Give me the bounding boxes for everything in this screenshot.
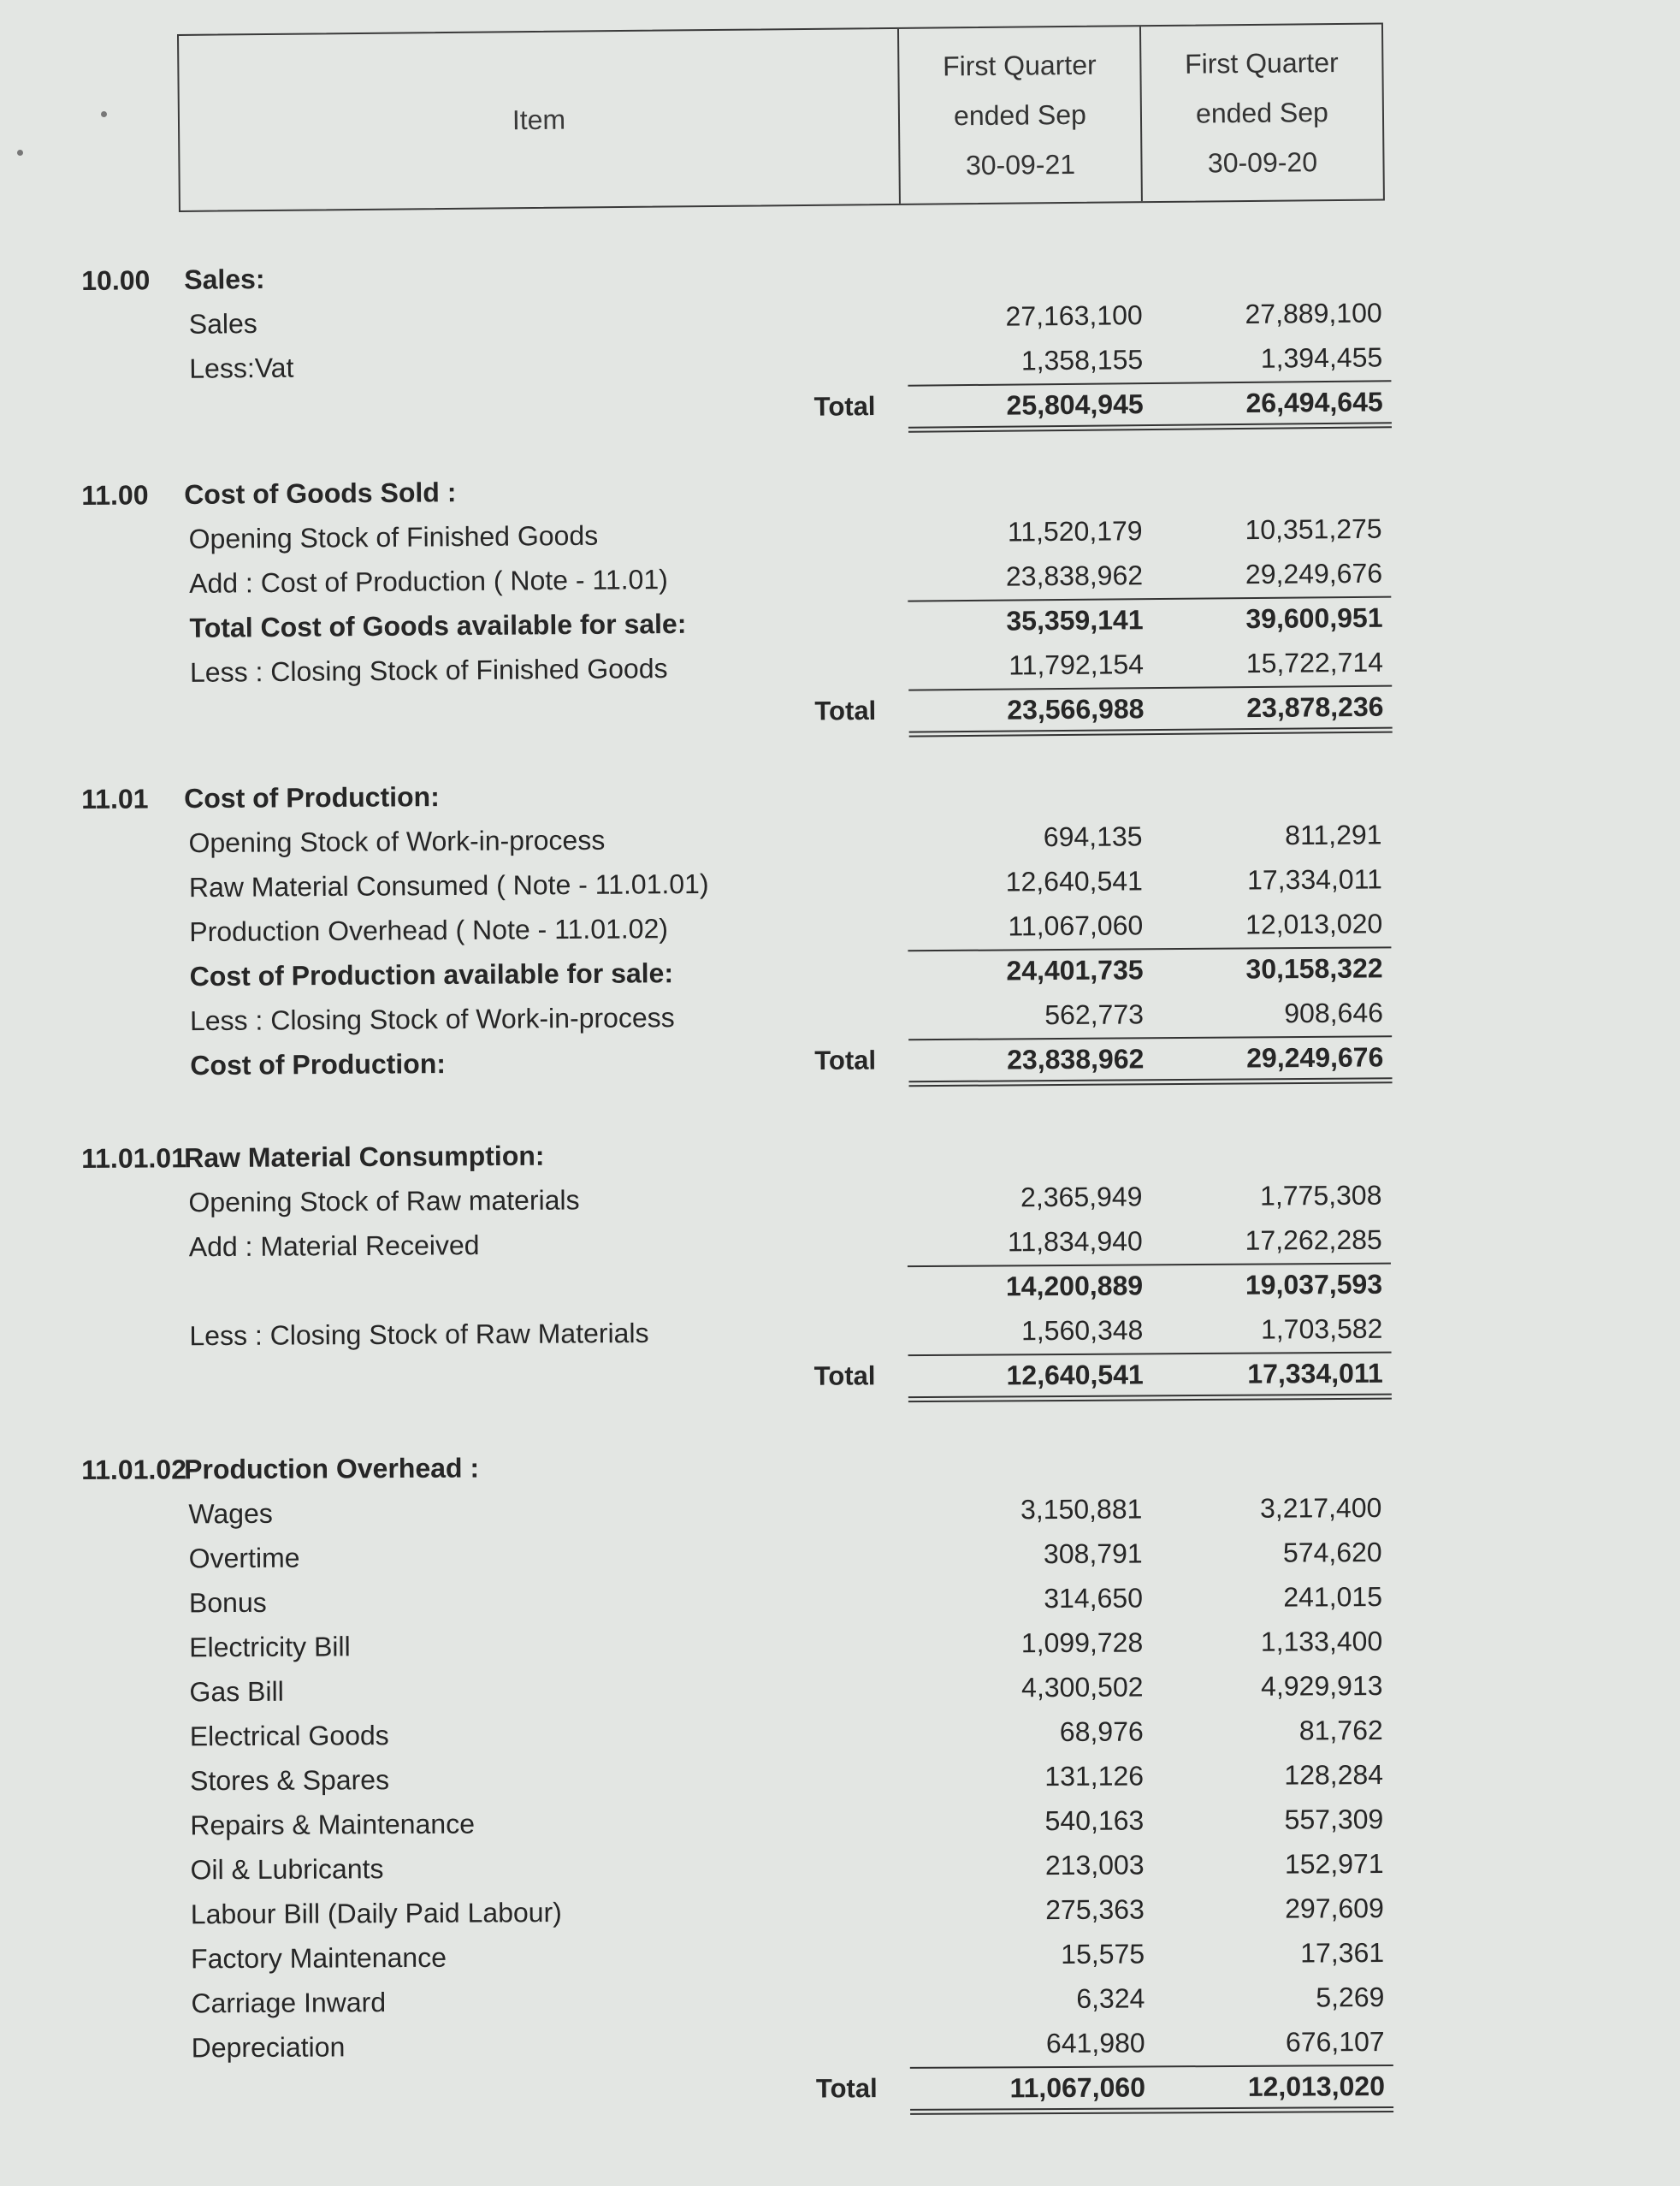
note-section bbox=[81, 461, 1410, 740]
value-2020: 29,249,676 bbox=[1246, 1040, 1384, 1073]
row-label: Cost of Production: bbox=[190, 1047, 447, 1081]
value-2020: 908,646 bbox=[1284, 996, 1384, 1028]
row-label: Overtime bbox=[188, 1542, 300, 1573]
value-2021: 14,200,889 bbox=[1005, 1269, 1144, 1301]
value-2021: 11,792,154 bbox=[1009, 648, 1145, 681]
section-number: 11.01 bbox=[81, 782, 149, 815]
row-label: Less:Vat bbox=[189, 352, 294, 384]
total-label: Total bbox=[813, 391, 876, 422]
row-label: Production Overhead ( Note - 11.01.02) bbox=[189, 912, 669, 947]
value-2020: 27,889,100 bbox=[1245, 296, 1382, 329]
value-2021: 12,640,541 bbox=[1005, 864, 1143, 897]
value-2020: 81,762 bbox=[1298, 1714, 1383, 1746]
row-label: Less : Closing Stock of Work-in-process bbox=[189, 1001, 675, 1036]
value-2021: 11,067,060 bbox=[1008, 909, 1144, 941]
value-2021: 1,099,728 bbox=[1020, 1626, 1144, 1658]
section-number: 10.00 bbox=[81, 264, 151, 296]
row-label: Opening Stock of Work-in-process bbox=[188, 824, 606, 858]
value-2021: 11,520,179 bbox=[1007, 514, 1143, 548]
row-label: Depreciation bbox=[191, 2030, 346, 2063]
row-label: Stores & Spares bbox=[189, 1763, 390, 1796]
value-2020: 574,620 bbox=[1282, 1536, 1382, 1568]
section-number: 11.01.02 bbox=[81, 1453, 187, 1485]
value-2020: 39,600,951 bbox=[1245, 601, 1383, 634]
value-2020: 1,703,582 bbox=[1260, 1312, 1383, 1345]
value-2020: 811,291 bbox=[1285, 818, 1382, 850]
value-2021: 25,804,945 bbox=[1006, 388, 1144, 421]
value-2020: 152,971 bbox=[1284, 1847, 1384, 1880]
value-2021: 6,324 bbox=[1076, 1982, 1145, 2014]
value-2020: 26,494,645 bbox=[1245, 385, 1383, 418]
value-2021: 15,575 bbox=[1061, 1937, 1145, 1970]
value-2020: 1,394,455 bbox=[1260, 341, 1383, 374]
line-item-row bbox=[82, 1574, 1408, 1626]
value-2020: 17,361 bbox=[1300, 1936, 1385, 1969]
line-item-row bbox=[81, 1485, 1407, 1537]
value-2021: 35,359,141 bbox=[1006, 603, 1144, 637]
speck-mark bbox=[17, 150, 23, 156]
total-label: Total bbox=[814, 1045, 877, 1076]
value-2021: 275,363 bbox=[1045, 1893, 1145, 1925]
section-title: Production Overhead : bbox=[184, 1452, 480, 1484]
value-2020: 15,722,714 bbox=[1245, 646, 1384, 678]
value-2020: 557,309 bbox=[1284, 1803, 1384, 1835]
row-label: Electrical Goods bbox=[189, 1719, 389, 1751]
section-title: Sales: bbox=[184, 263, 265, 295]
item-column-header: Item bbox=[179, 29, 901, 210]
value-2020: 3,217,400 bbox=[1259, 1491, 1382, 1524]
row-label: Less : Closing Stock of Finished Goods bbox=[189, 652, 668, 688]
line-item-row bbox=[82, 1619, 1408, 1670]
row-label: Raw Material Consumed ( Note - 11.01.01) bbox=[188, 868, 709, 903]
value-2021: 23,838,962 bbox=[1007, 1042, 1145, 1075]
row-label bbox=[85, 2089, 812, 2093]
value-2021: 694,135 bbox=[1043, 820, 1143, 852]
value-2020: 676,107 bbox=[1285, 2025, 1385, 2058]
row-label: Total Cost of Goods available for sale: bbox=[189, 607, 687, 643]
note-section bbox=[81, 1129, 1409, 1403]
value-2020: 1,133,400 bbox=[1260, 1625, 1383, 1657]
value-2021: 11,834,940 bbox=[1007, 1224, 1143, 1257]
speck-mark bbox=[101, 111, 107, 117]
row-label: Opening Stock of Finished Goods bbox=[188, 519, 599, 554]
value-2021: 27,163,100 bbox=[1005, 299, 1143, 332]
line-item-row bbox=[83, 1797, 1409, 1848]
line-item-row bbox=[85, 2019, 1411, 2070]
value-2020: 19,037,593 bbox=[1245, 1268, 1383, 1300]
value-2021: 308,791 bbox=[1043, 1537, 1143, 1569]
value-2020: 4,929,913 bbox=[1261, 1669, 1383, 1702]
value-2020: 128,284 bbox=[1284, 1758, 1384, 1791]
value-2021: 4,300,502 bbox=[1021, 1671, 1144, 1703]
section-heading bbox=[81, 1441, 1407, 1492]
row-label: Factory Maintenance bbox=[191, 1941, 447, 1974]
row-label: Labour Bill (Daily Paid Labour) bbox=[190, 1896, 562, 1929]
row-label bbox=[82, 1288, 809, 1292]
value-2021: 540,163 bbox=[1044, 1804, 1145, 1836]
total-label: Total bbox=[815, 2073, 878, 2104]
value-2021: 23,566,988 bbox=[1007, 692, 1145, 726]
line-item-row bbox=[82, 1262, 1408, 1314]
value-2020: 23,878,236 bbox=[1246, 690, 1384, 723]
value-2021: 314,650 bbox=[1044, 1582, 1144, 1614]
row-label: Cost of Production available for sale: bbox=[189, 957, 674, 992]
row-label: Add : Material Received bbox=[188, 1229, 480, 1262]
line-item-row bbox=[81, 1173, 1407, 1225]
row-label: Less : Closing Stock of Raw Materials bbox=[189, 1317, 649, 1351]
value-2021: 24,401,735 bbox=[1006, 953, 1144, 986]
value-2020: 10,351,275 bbox=[1245, 512, 1382, 545]
value-2021: 562,773 bbox=[1044, 998, 1145, 1030]
line-item-row bbox=[84, 1930, 1410, 1982]
line-item-row bbox=[82, 1306, 1408, 1359]
row-label bbox=[83, 407, 810, 414]
value-2021: 23,838,962 bbox=[1005, 559, 1144, 592]
quarter-2020-header: First Quarter ended Sep 30-09-20 bbox=[1139, 24, 1383, 201]
line-item-row bbox=[82, 1663, 1408, 1715]
line-item-row bbox=[83, 1841, 1409, 1893]
section-title: Cost of Production: bbox=[184, 780, 440, 814]
row-label: Wages bbox=[188, 1497, 273, 1529]
value-2020: 1,775,308 bbox=[1259, 1179, 1382, 1211]
value-2021: 68,976 bbox=[1059, 1715, 1144, 1747]
line-item-row bbox=[84, 1886, 1410, 1937]
value-2021: 1,358,155 bbox=[1020, 343, 1144, 376]
row-label: Gas Bill bbox=[189, 1675, 284, 1707]
total-label: Total bbox=[814, 695, 877, 726]
quarter-2021-header: First Quarter ended Sep 30-09-21 bbox=[942, 49, 1097, 181]
line-item-row bbox=[84, 1975, 1410, 2026]
note-section bbox=[81, 1441, 1411, 2115]
value-2021: 213,003 bbox=[1044, 1849, 1145, 1881]
row-label bbox=[83, 1377, 810, 1381]
row-label bbox=[83, 712, 810, 718]
value-2020: 17,262,285 bbox=[1245, 1223, 1382, 1256]
line-item-row bbox=[83, 1708, 1409, 1759]
row-label: Bonus bbox=[188, 1586, 267, 1618]
value-2020: 12,013,020 bbox=[1245, 907, 1383, 940]
line-item-row bbox=[83, 1752, 1409, 1804]
value-2020: 17,334,011 bbox=[1246, 862, 1382, 895]
value-2020: 297,609 bbox=[1285, 1892, 1384, 1924]
value-2020: 29,249,676 bbox=[1245, 557, 1383, 589]
note-section bbox=[81, 246, 1409, 436]
line-item-row bbox=[82, 1217, 1408, 1270]
column-header-box bbox=[177, 22, 1385, 212]
value-2020: 17,334,011 bbox=[1247, 1357, 1383, 1389]
value-2020: 12,013,020 bbox=[1247, 2070, 1386, 2102]
value-2020: 30,158,322 bbox=[1245, 951, 1383, 985]
row-label: Carriage Inward bbox=[191, 1986, 387, 2018]
line-item-row bbox=[82, 1530, 1408, 1581]
value-2021: 131,126 bbox=[1044, 1760, 1145, 1792]
note-section bbox=[81, 767, 1410, 1088]
row-label: Add : Cost of Production ( Note - 11.01) bbox=[188, 563, 668, 599]
value-2020: 5,269 bbox=[1316, 1981, 1385, 2012]
value-2021: 2,365,949 bbox=[1020, 1180, 1143, 1212]
value-2020: 241,015 bbox=[1283, 1580, 1383, 1613]
value-2021: 3,150,881 bbox=[1020, 1493, 1143, 1525]
section-heading bbox=[81, 1129, 1407, 1181]
row-label: Opening Stock of Raw materials bbox=[188, 1183, 580, 1217]
section-title: Raw Material Consumption: bbox=[184, 1140, 545, 1173]
value-2021: 12,640,541 bbox=[1006, 1358, 1144, 1390]
row-label: Repairs & Maintenance bbox=[190, 1808, 476, 1840]
row-label: Oil & Lubricants bbox=[190, 1852, 384, 1885]
value-2021: 641,980 bbox=[1045, 2026, 1145, 2059]
value-2021: 1,560,348 bbox=[1020, 1313, 1144, 1346]
section-number: 11.00 bbox=[81, 478, 149, 511]
total-label: Total bbox=[813, 1360, 876, 1391]
section-title: Cost of Goods Sold : bbox=[184, 476, 457, 510]
section-number: 11.01.01 bbox=[81, 1141, 187, 1174]
row-label: Electricity Bill bbox=[189, 1630, 351, 1662]
row-label: Sales bbox=[188, 307, 257, 340]
value-2021: 11,067,060 bbox=[1009, 2070, 1146, 2103]
